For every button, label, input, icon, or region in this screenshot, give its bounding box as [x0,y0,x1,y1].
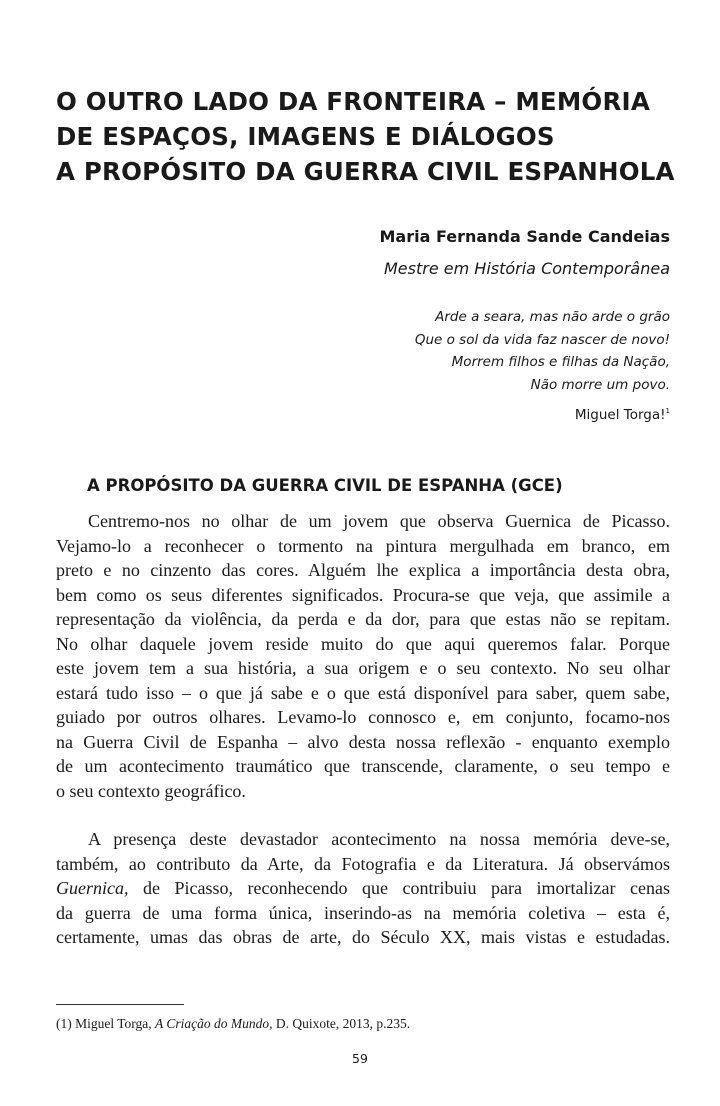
author-affiliation: Mestre em História Contemporânea [384,259,670,278]
paragraph-line: guiado por outros olhares. Levamo-lo connosco e, em conjunto, focamo-nos [56,707,670,727]
paragraph-line: certamente, umas das obras de arte, do Século XX, mais vistas e estudadas. [56,927,670,947]
paragraph-line: Vejamo-lo a reconhecer o tormento na pintura mergulhada em branco, em [56,535,670,556]
chapter-title [56,84,676,189]
paragraph-line: A presença deste devastador acontecimento na nossa memória deve-se, [88,829,670,849]
paragraph-line: preto e no cinzento das cores. Alguém lhe explica a importância desta obra, [56,560,670,580]
body-paragraph-2 [56,827,670,950]
paragraph-line [56,876,670,901]
paragraph-line: da guerra de uma forma única, inserindo-as na memória coletiva – esta é, [56,902,670,923]
paragraph-line: No olhar daquele jovem reside muito do que aqui queremos falar. Porque [56,633,670,654]
paragraph-line: de um acontecimento traumático que transcende, claramente, o seu tempo e [56,756,670,776]
paragraph-line: este jovem tem a sua história, a sua origem e o seu contexto. No seu olhar [56,658,670,678]
paragraph-line: estará tudo isso – o que já sabe e o que está disponível para saber, quem sabe, [56,682,670,703]
epigraph-author-name: Miguel Torga! [574,407,666,423]
epigraph-attribution [575,400,670,426]
epigraph-poem [415,306,670,396]
page-number: 59 [352,1051,368,1066]
paragraph-line: representação da violência, da perda e da dor, para que estas não se repitam. [56,609,670,629]
paragraph-text: de Picasso, reconhecendo que contribuiu para imortalizar cenas [128,878,670,898]
title-line: DE ESPAÇOS, IMAGENS E DIÁLOGOS [56,122,555,151]
title-line: A PROPÓSITO DA GUERRA CIVIL ESPANHOLA [56,157,675,186]
section-heading: A PROPÓSITO DA GUERRA CIVIL DE ESPANHA (GCE) [87,476,563,495]
epigraph-line: Arde a seara, mas não arde o grão [435,309,670,325]
footnote-rest: D. Quixote, 2013, p.235. [272,1016,411,1031]
epigraph-line: Morrem filhos e filhas da Nação, [451,354,670,370]
footnote-prefix: (1) Miguel Torga, [56,1016,156,1031]
footnote-work-title: A Criação do Mundo, [155,1016,273,1031]
epigraph-line: Que o sol da vida faz nascer de novo! [414,331,670,348]
footnote [56,1014,410,1034]
author-name: Maria Fernanda Sande Candeias [379,227,670,246]
paragraph-line: o seu contexto geográfico. [56,780,246,801]
artwork-title: Guernica, [56,878,129,898]
epigraph-line: Não morre um povo. [530,376,670,393]
body-paragraph-1 [56,509,670,803]
paragraph-line: bem como os seus diferentes significados. Procura-se que veja, que assimile a [56,584,670,605]
title-line: O OUTRO LADO DA FRONTEIRA – MEMÓRIA [56,87,651,116]
footnote-reference[interactable]: 1 [665,407,670,415]
paragraph-line: também, ao contributo da Arte, da Fotografia e da Literatura. Já observámos [56,853,670,874]
paragraph-line: Centremo-nos no olhar de um jovem que observa Guernica de Picasso. [88,511,670,531]
paragraph-line: na Guerra Civil de Espanha – alvo desta nossa reflexão - enquanto exemplo [56,731,670,752]
footnote-divider [56,1004,184,1005]
